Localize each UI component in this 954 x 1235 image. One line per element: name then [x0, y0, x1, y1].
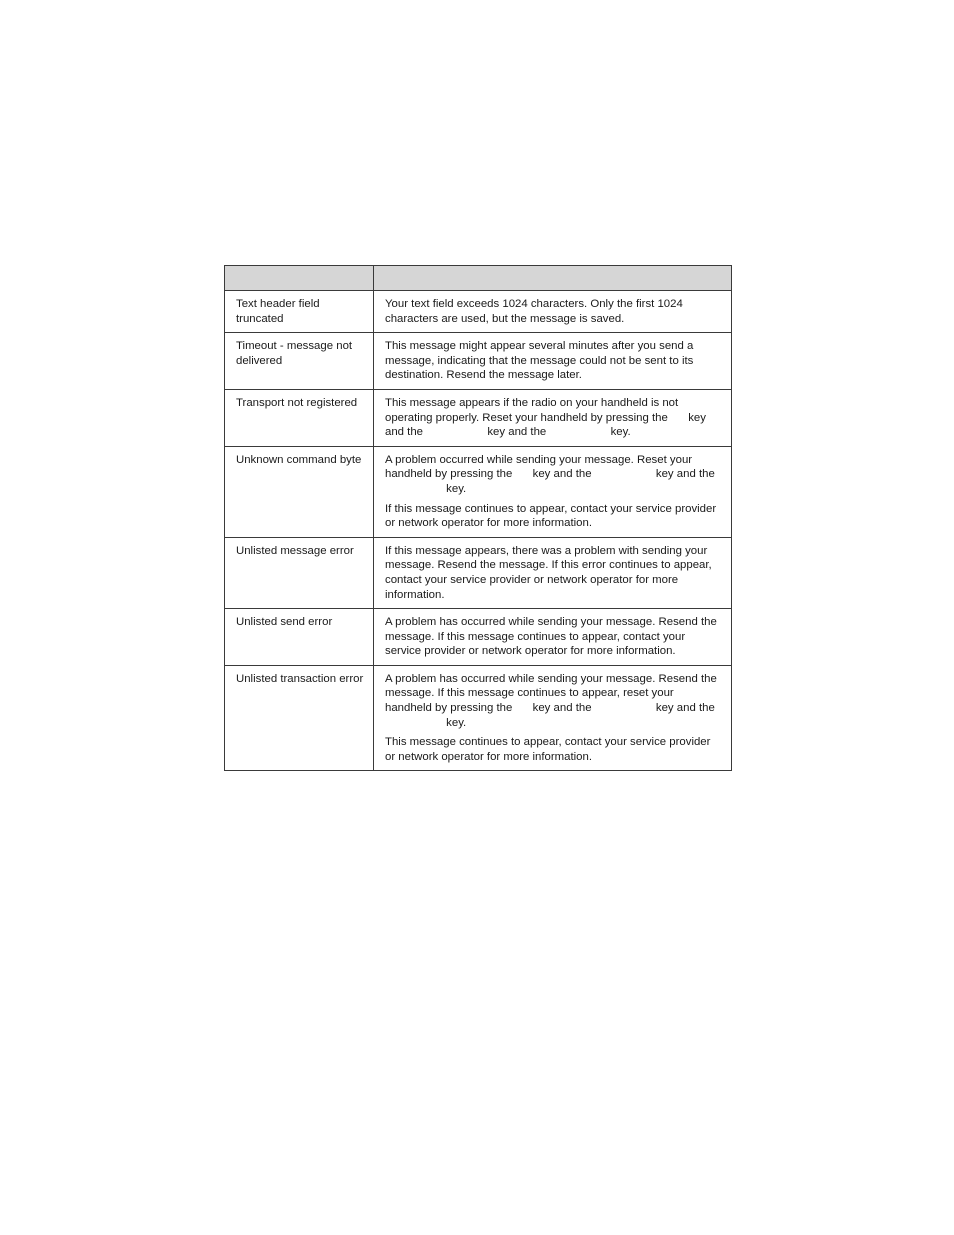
message-cell: Unlisted send error	[225, 609, 374, 666]
description-part: key and the	[385, 411, 706, 439]
table-row	[225, 291, 732, 333]
description-text	[385, 453, 723, 497]
description-cell	[374, 291, 732, 333]
description-cell	[374, 537, 732, 608]
column-header-message	[225, 266, 374, 291]
message-cell: Unknown command byte	[225, 446, 374, 537]
message-cell: Timeout - message not delivered	[225, 333, 374, 390]
description-text: A problem has occurred while sending your message. Resend the message. If this message continues to appear, contact your service provider or network operator for more information.	[385, 616, 717, 658]
message-cell: Text header field truncated	[225, 291, 374, 333]
table-row	[225, 446, 732, 537]
message-cell: Unlisted transaction error	[225, 665, 374, 771]
description-cell	[374, 333, 732, 390]
table-row	[225, 537, 732, 608]
error-messages-table	[224, 265, 732, 771]
description-text	[385, 396, 723, 440]
description-part: This message appears if the radio on your handheld is not operating properly. Reset your handheld by pressing the	[385, 396, 679, 424]
description-text: This message might appear several minutes after you send a message, indicating that the message could not be sent to its destination. Resend the message later.	[385, 340, 694, 382]
table-row	[225, 665, 732, 771]
description-part: key and the	[655, 702, 715, 715]
description-part: A problem has occurred while sending your message. Resend the message. If this message continues to appear, reset your handheld by pressing the	[385, 672, 717, 715]
description-part: key.	[446, 482, 467, 495]
description-cell	[374, 389, 732, 446]
description-part: A problem occurred while sending your message. Reset your handheld by pressing the	[385, 453, 693, 481]
description-text	[385, 672, 723, 730]
table-row	[225, 333, 732, 390]
description-extra: If this message continues to appear, contact your service provider or network operator for more information.	[385, 502, 717, 530]
description-part: key and the	[532, 468, 592, 481]
description-cell	[374, 446, 732, 537]
description-extra: This message continues to appear, contact your service provider or network operator for more information.	[385, 736, 711, 763]
description-part: key.	[610, 426, 631, 439]
table-row	[225, 389, 732, 446]
message-cell: Unlisted message error	[225, 537, 374, 608]
description-text: If this message appears, there was a problem with sending your message. Resend the message. If this error continues to appear, contact your service provider or network operator for more information.	[385, 544, 712, 601]
description-cell	[374, 665, 732, 771]
description-text: Your text field exceeds 1024 characters. Only the first 1024 characters are used, but the message is saved.	[385, 298, 683, 325]
description-cell	[374, 609, 732, 666]
message-cell: Transport not registered	[225, 389, 374, 446]
table-row	[225, 609, 732, 666]
column-header-description	[374, 266, 732, 291]
description-part: key.	[446, 716, 467, 729]
table-header-row	[225, 266, 732, 291]
description-part: key and the	[655, 468, 715, 481]
description-part: key and the	[532, 702, 592, 715]
description-part: key and the	[487, 426, 547, 439]
